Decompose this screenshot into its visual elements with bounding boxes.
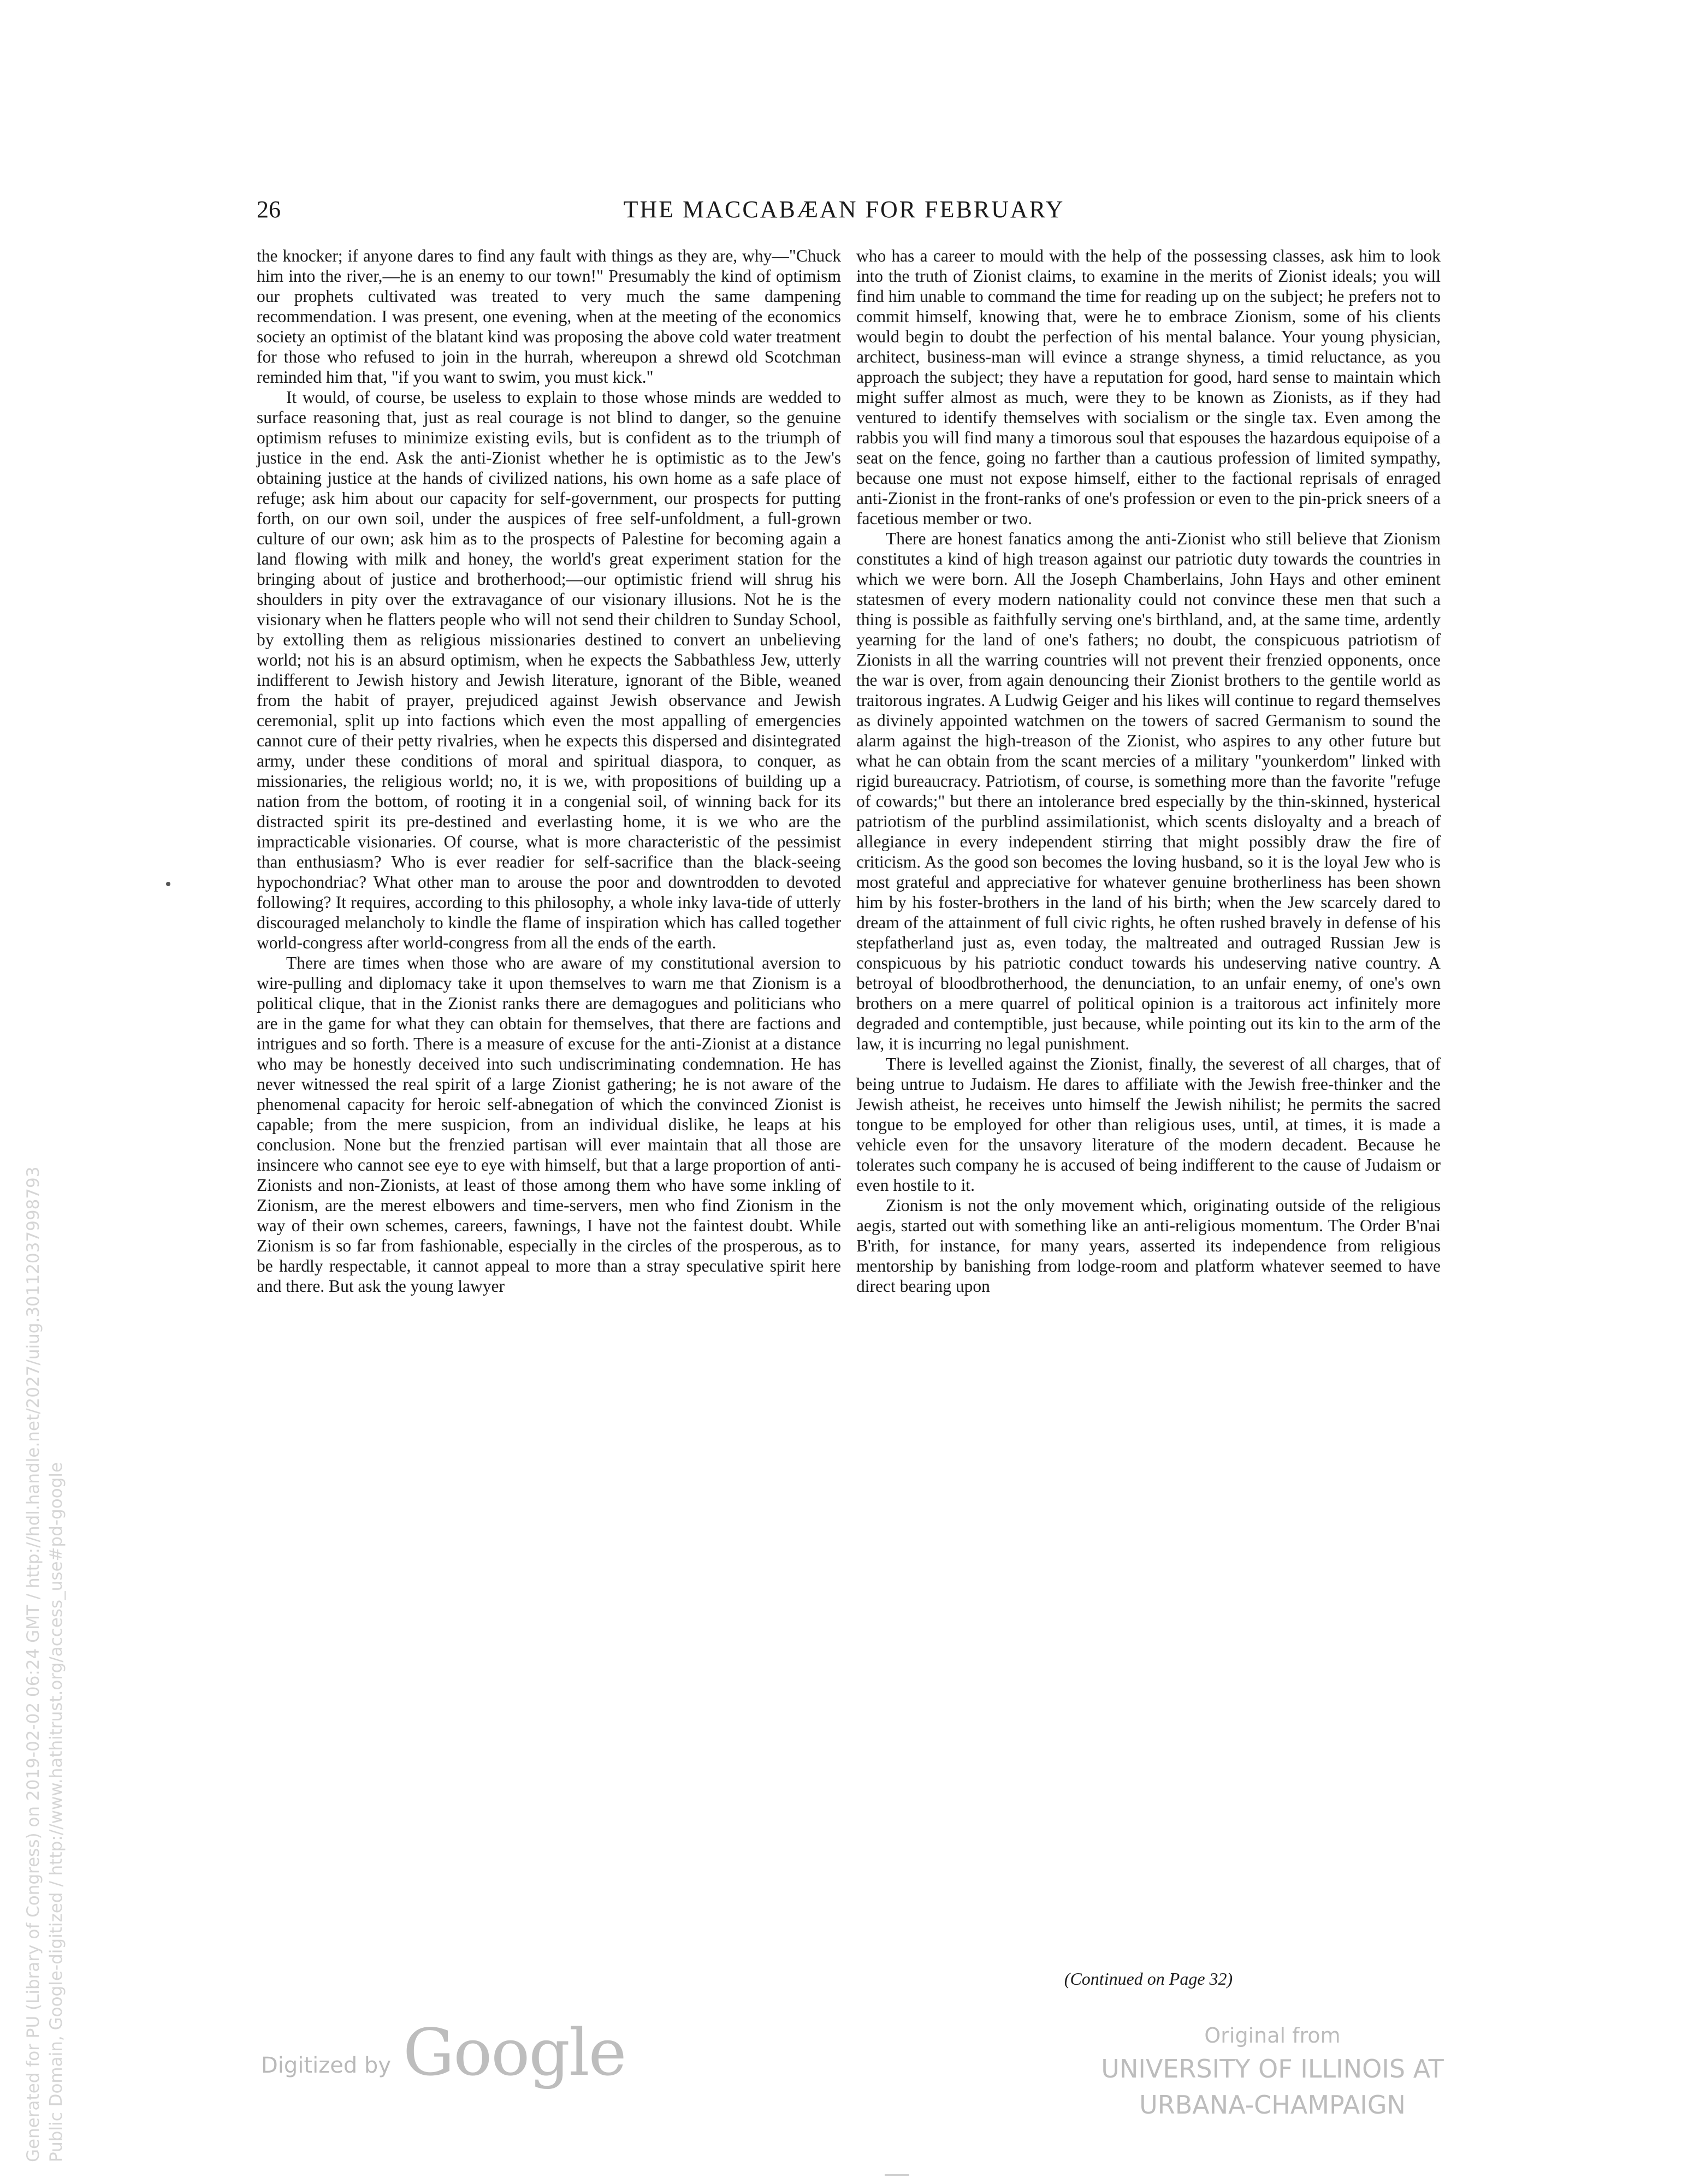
side-watermark bbox=[22, 1167, 68, 2162]
page-number: 26 bbox=[257, 196, 281, 223]
continued-note: (Continued on Page 32) bbox=[1064, 1969, 1233, 1989]
university-name-line-1: UNIVERSITY OF ILLINOIS AT bbox=[1101, 2054, 1444, 2084]
original-from-label: Original from bbox=[1204, 2023, 1341, 2048]
paragraph: There is levelled against the Zionist, finally, the severest of all charges, that of being untrue to Judaism. He dares to affiliate with the Jewish free-thinker and the Jewish atheist, he receives unto himself the Jewish nihilist; he permits the sacred tongue to be employed for other than religious uses, until, at times, it is made a vehicle even for the unsavory literature of the modern decadent. Because he tolerates such company he is accused of being indifferent to the cause of Judaism or even hostile to it. bbox=[856, 1054, 1441, 1195]
running-head: THE MACCABÆAN FOR FEBRUARY bbox=[623, 196, 1065, 223]
digitized-by-google bbox=[261, 2014, 625, 2090]
paragraph: It would, of course, be useless to explain to those whose minds are wedded to surface reasoning that, just as real courage is not blind to danger, so the genuine optimism refuses to minimize existing evils, but is confident as to the triumph of justice in the end. Ask the anti-Zionist whether he is optimistic as to the Jew's obtaining justice at the hands of civilized nations, his own home as a safe place of refuge; ask him about our capacity for self-government, our prospects for putting forth, on our own soil, under the auspices of free self-unfoldment, a full-grown culture of our own; ask him as to the prospects of Palestine for becoming again a land flowing with milk and honey, the world's great experiment station for the bringing about of justice and brotherhood;—our optimistic friend will shrug his shoulders in pity over the extravagance of our visionary illusions. Not he is the visionary when he flatters people who will not send their children to Sunday School, by extolling them as religious missionaries destined to convert an unbelieving world; not his is an absurd optimism, when he expects the Sabbathless Jew, utterly indifferent to Jewish history and Jewish literature, ignorant of the Bible, weaned from the habit of prayer, prejudiced against Jewish observance and Jewish ceremonial, split up into factions which even the most appalling of emergencies cannot cure of their petty rivalries, when he expects this dispersed and disintegrated army, under these conditions of moral and spiritual diaspora, to conquer, as missionaries, the religious world; no, it is we, with propositions of building up a nation from the bottom, of rooting it in a congenial soil, of winning back for its distracted spirit its pre-destined and everlasting home, it is we who are the impracticable visionaries. Of course, what is more characteristic of the pessimist than enthusiasm? Who is ever readier for self-sacrifice than the black-seeing hypochondriac? What other man to arouse the poor and downtrodden to devoted following? It requires, according to this philosophy, a whole inky lava-tide of utterly discouraged melancholy to kindle the flame of inspiration which has called together world-congress after world-congress from all the ends of the earth. bbox=[257, 388, 841, 952]
paragraph: There are times when those who are aware of my constitutional aversion to wire-pulling and diplomacy take it upon themselves to warn me that Zionism is a political clique, that in the Zionist ranks there are demagogues and politicians who are in the game for what they can obtain for themselves, that there are factions and intrigues and so forth. There is a measure of excuse for the anti-Zionist at a distance who may be honestly deceived into such undiscriminating condemnation. He has never witnessed the real spirit of a large Zionist gathering; he is not aware of the phenomenal capacity for heroic self-abnegation of which the convinced Zionist is capable; from the mere suspicion, from an individual dislike, he leaps at his conclusion. None but the frenzied partisan will ever maintain that all those are insincere who cannot see eye to eye with himself, but that a large proportion of anti-Zionists and non-Zionists, at least of those among them who have some inkling of Zionism, are the merest elbowers and time-servers, men who find Zionism in the way of their own schemes, careers, fawnings, I have not the faintest doubt. While Zionism is so far from fashionable, especially in the circles of the prosperous, as to be hardly respectable, it cannot appeal to more than a stray speculative spirit here and there. But ask the young lawyer bbox=[257, 953, 841, 1296]
paragraph: the knocker; if anyone dares to find any fault with things as they are, why—"Chuck him into the river,—he is an enemy to our town!" Presumably the kind of optimism our prophets cultivated was treated to very much the same dampening recommendation. I was present, one evening, when at the meeting of the economics society an optimist of the blatant kind was proposing the above cold water treatment for those who refused to join in the hurrah, whereupon a shrewd old Scotchman reminded him that, "if you want to swim, you must kick." bbox=[257, 246, 841, 387]
right-column bbox=[856, 246, 1441, 1296]
bottom-rule bbox=[885, 2174, 909, 2176]
watermark-line-1: Generated for PU (Library of Congress) on 2019-02-02 06:24 GMT / http://hdl.handle.net/2027/uiug.30112037998793 bbox=[23, 1166, 43, 2162]
google-logo: Google bbox=[403, 2015, 626, 2090]
watermark-line-2: Public Domain, Google-digitized / http://www.hathitrust.org/access_use#pd-google bbox=[46, 1462, 66, 2162]
margin-dot bbox=[166, 882, 170, 886]
digitized-by-label: Digitized by bbox=[261, 2053, 391, 2078]
original-from-block bbox=[1038, 2020, 1507, 2123]
paragraph: Zionism is not the only movement which, originating outside of the religious aegis, started out with something like an anti-religious momentum. The Order B'nai B'rith, for instance, for many years, asserted its independence from religious mentorship by banishing from lodge-room and platform whatever seemed to have direct bearing upon bbox=[856, 1196, 1441, 1296]
paragraph: There are honest fanatics among the anti-Zionist who still believe that Zionism constitutes a kind of high treason against our patriotic duty towards the countries in which we were born. All the Joseph Chamberlains, John Hays and other eminent statesmen of every modern nationality could not convince these men that such a thing is possible as faithfully serving one's birthland, and, at the same time, ardently yearning for the land of one's fathers; no doubt, the conspicuous patriotism of Zionists in all the warring countries will not prevent their frenzied opponents, once the war is over, from again denouncing their Zionist brothers to the gentile world as traitorous ingrates. A Ludwig Geiger and his likes will continue to regard themselves as divinely appointed watchmen on the towers of sacred Germanism to sound the alarm against the high-treason of the Zionist, who aspires to any other future but what he can obtain from the scant mercies of a military "younkerdom" linked with rigid bureaucracy. Patriotism, of course, is something more than the favorite "refuge of cowards;" but there an intolerance bred especially by the thin-skinned, hysterical patriotism of the purblind assimilationist, which scents disloyalty and a breach of allegiance in every independent stirring that might possibly draw the fire of criticism. As the good son becomes the loving husband, so it is the loyal Jew who is most grateful and appreciative for whatever genuine brotherliness has been shown him by his foster-brothers in the land of his birth; when the Jew scarcely dared to dream of the attainment of full civic rights, he often rushed bravely in defense of his stepfatherland just as, even today, the maltreated and outraged Russian Jew is conspicuous by his patriotic conduct towards his undeserving native country. A betroyal of bloodbrotherhood, the denunciation, to an unfair enemy, of one's own brothers on a mere quarrel of political opinion is a traitorous act infinitely more degraded and contemptible, just because, while pointing out its kin to the arm of the law, it is incurring no legal punishment. bbox=[856, 529, 1441, 1053]
university-name-line-2: URBANA-CHAMPAIGN bbox=[1139, 2090, 1406, 2120]
left-column bbox=[257, 246, 841, 1296]
paragraph: who has a career to mould with the help of the possessing classes, ask him to look into the truth of Zionist claims, to examine in the merits of Zionist ideals; you will find him unable to command the time for reading up on the subject; he prefers not to commit himself, knowing that, were he to embrace Zionism, some of his clients would begin to doubt the perfection of his mental balance. Your young physician, architect, business-man will evince a strange shyness, a timid reluctance, as you approach the subject; they have a reputation for good, hard sense to maintain which might suffer almost as much, were they to be known as Zionists, as if they had ventured to identify themselves with socialism or the single tax. Even among the rabbis you will find many a timorous soul that espouses the hazardous equipoise of a seat on the fence, going no farther than a cautious profession of limited sympathy, because one must not expose himself, either to the factional reprisals of enraged anti-Zionist in the front-ranks of one's profession or even to the pin-prick sneers of a facetious member or two. bbox=[856, 246, 1441, 528]
